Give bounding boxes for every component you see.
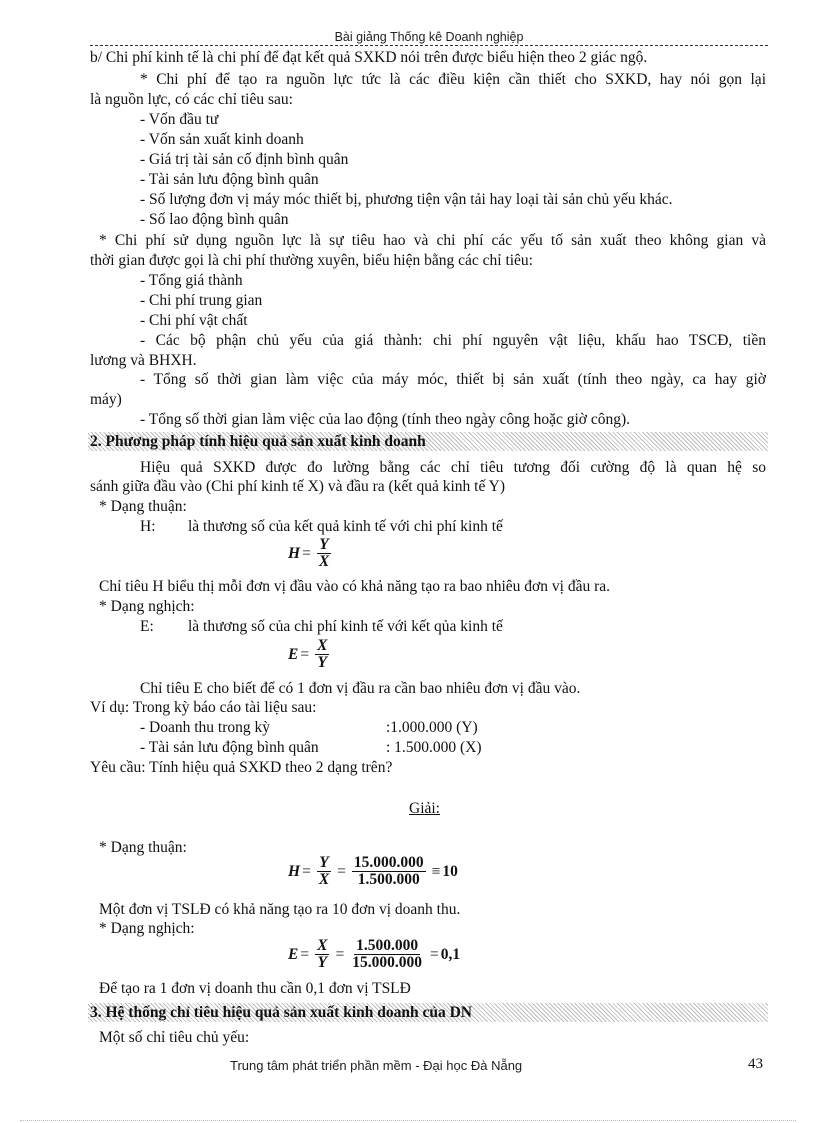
text-line: là thương số của chi phí kinh tế với kết qủa kinh tế [188,618,503,635]
text-line: lương và BHXH. [90,352,197,369]
section-heading: 3. Hệ thống chỉ tiêu hiệu quả sản xuất kinh doanh của DN [88,1003,768,1022]
text-line: * Chi phí để tạo ra nguồn lực tức là các điều kiện cần thiết cho SXKD, hay nói gọn lại [140,71,766,88]
page-footer: Trung tâm phát triển phần mềm - Đại học Đà Nẵng [230,1058,523,1073]
text-line: Để tạo ra 1 đơn vị doanh thu cần 0,1 đơn vị TSLĐ [99,980,411,997]
solution-heading: Giải: [409,800,440,817]
list-item: - Số lượng đơn vị máy móc thiết bị, phương tiện vận tải hay loại tài sản chủ yếu khác. [140,191,673,208]
list-item: - Các bộ phận chủ yếu của giá thành: chi phí nguyên vật liệu, khấu hao TSCĐ, tiền [140,332,766,349]
text-line: Một số chỉ tiêu chủ yếu: [99,1029,250,1046]
text-line: Yêu cầu: Tính hiệu quả SXKD theo 2 dạng trên? [90,759,393,776]
list-item: - Chi phí vật chất [140,312,248,329]
text-line: Ví dụ: Trong kỳ báo cáo tài liệu sau: [90,699,317,716]
text-line: * Dạng nghịch: [99,598,195,615]
symbol-label: H: [140,518,156,535]
list-item: - Giá trị tài sản cố định bình quân [140,151,349,168]
section-heading: 2. Phương pháp tính hiệu quả sản xuất kinh doanh [88,432,768,451]
text-line: Hiệu quả SXKD được đo lường bằng các chỉ tiêu tương đối cường độ là quan hệ so [140,459,766,476]
text-line: * Chi phí sử dụng nguồn lực là sự tiêu hao và chi phí các yếu tố sản xuất theo không gian và [99,232,766,249]
text-line: thời gian được gọi là chi phí thường xuyên, biểu hiện bằng các chỉ tiêu: [90,252,533,269]
text-line: là nguồn lực, có các chỉ tiêu sau: [90,91,293,108]
list-item: - Vốn đầu tư [140,111,219,128]
symbol-label: E: [140,618,154,635]
value-text: : 1.500.000 (X) [386,739,482,756]
page-number: 43 [748,1056,763,1072]
value-text: :1.000.000 (Y) [386,719,478,736]
list-item: - Chi phí trung gian [140,292,263,309]
list-item: - Tổng số thời gian làm việc của lao động (tính theo ngày công hoặc giờ công). [140,411,631,428]
text-line: máy) [90,391,122,408]
text-line: * Dạng thuận: [99,839,187,856]
text-line: Chỉ tiêu E cho biết để có 1 đơn vị đầu ra cần bao nhiêu đơn vị đầu vào. [140,680,581,697]
text-line: là thương số của kết quả kinh tế với chi phí kinh tế [188,518,503,535]
page-bottom-border [20,1120,796,1121]
text-line: Một đơn vị TSLĐ có khả năng tạo ra 10 đơn vị doanh thu. [99,901,461,918]
formula-e-example: E = $\frac{X}{Y}$ = $\frac{1.500.000}{15.000.000}$ = 0,1 [288,937,461,971]
list-item: - Doanh thu trong kỳ [140,719,271,736]
text-line: Chỉ tiêu H biểu thị mỗi đơn vị đầu vào có khả năng tạo ra bao nhiêu đơn vị đầu ra. [99,578,610,595]
list-item: - Tài sản lưu động bình quân [140,739,319,756]
formula-e: E = $\frac{X}{Y}$ [288,637,328,671]
list-item: - Tổng số thời gian làm việc của máy móc, thiết bị sản xuất (tính theo ngày, ca hay giờ [140,371,766,388]
formula-h: H = $\frac{Y}{X}$ [288,536,330,570]
page-header: Bài giảng Thống kê Doanh nghiệp [90,30,768,46]
list-item: - Vốn sản xuất kinh doanh [140,131,304,148]
list-item: - Tài sản lưu động bình quân [140,171,319,188]
list-item: - Tổng giá thành [140,272,243,289]
text-line: b/ Chi phí kinh tế là chi phí để đạt kết quả SXKD nói trên được biểu hiện theo 2 giác ngộ. [90,49,648,66]
formula-h-example: H = $\frac{Y}{X}$ = $\frac{15.000.000}{1.500.000}$ ≡ 10 [288,854,458,888]
text-line: * Dạng thuận: [99,498,187,515]
text-line: * Dạng nghịch: [99,920,195,937]
text-line: sánh giữa đầu vào (Chi phí kinh tế X) và đầu ra (kết quả kinh tế Y) [90,478,506,495]
list-item: - Số lao động bình quân [140,211,289,228]
